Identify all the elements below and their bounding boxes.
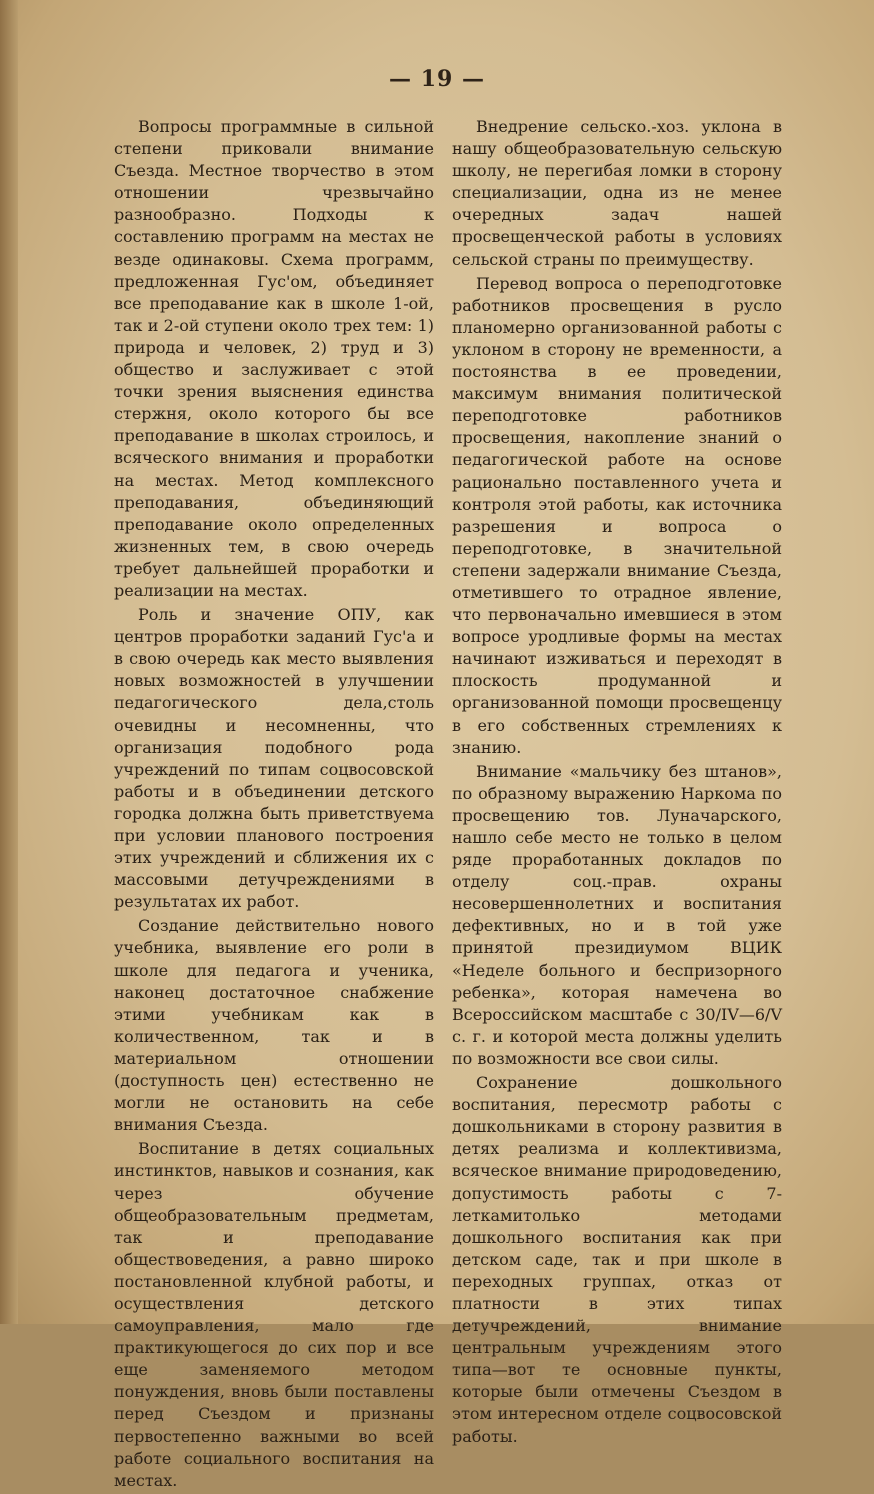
paragraph: Воспитание в детях социальных инстинктов, навыков и сознания, как через обучение общеобразовательным предметам, так и преподавание обществоведения, а равно широко постановленной клубной работы, и осуществления детского самоуправления, мало где практикующегося до сих пор и все еще заменяемого методом понуждения, вновь были поставлены перед Съездом и признаны первостепенно важными во всей работе социального воспитания на местах. [114, 1139, 434, 1490]
paragraph: Роль и значение ОПУ, как центров проработки заданий Гус'а и в свою очередь как место выявления новых возможностей в улучшении педагогического дела,столь очевидны и несомненны, что организация подобного рода учреждений по типам соцвосовской работы и в объединении детского городка должна быть приветствуема при условии планового построения этих учреждений и сближения их с массовыми детучреждениями в результатах их работ. [114, 605, 434, 912]
paragraph: Создание действительно нового учебника, выявление его роли в школе для педагога и ученика, наконец достаточное снабжение этими учебникам как в количественном, так и в материальном отношении (доступность цен) естественно не могли не остановить на себе внимания Съезда. [114, 916, 434, 1135]
paragraph: Внимание «мальчику без штанов», по образному выражению Наркома по просвещению тов. Луначарского, нашло себе место не только в целом ряде проработанных докладов по отделу соц.-прав. охраны несовершеннолетних и воспитания дефективных, но и в той уже принятой президиумом ВЦИК «Неделе больного и беспризорного ребенка», которая намечена во Всероссийском масштабе с 30/IV—6/V с. г. и которой места должны уделить по возможности все свои силы. [452, 761, 782, 1068]
paragraph: Вопросы программные в сильной степени приковали внимание Съезда. Местное творчество в этом отношении чрезвычайно разнообразно. Подходы к составлению программ на местах не везде одинаковы. Схема программ, предложенная Гус'ом, объединяет все преподавание как в школе 1-ой, так и 2-ой ступени около трех тем: 1) природа и человек, 2) труд и 3) общество и заслуживает с этой точки зрения выяснения единства стержня, около которого бы все преподавание в школах строилось, и всяческого внимания и проработки на местах. Метод комплексного преподавания, объединяющий преподавание около определенных жизненных тем, в свою очередь требует дальнейшей проработки и реализации на местах. [114, 117, 434, 600]
page-edge-shadow [0, 0, 18, 1324]
paragraph: Сохранение дошкольного воспитания, пересмотр работы с дошкольниками в сторону развития в детях реализма и коллективизма, всяческое внимание природоведению, допустимость работы с 7-леткамитолько методами дошкольного воспитания как при детском саде, так и при школе в переходных группах, отказ от платности в этих типах детучреждений, внимание центральным учреждениям этого типа—вот те основные пункты, которые были отмечены Съездом в этом интересном отделе соцвосовской работы. [452, 1073, 782, 1446]
paragraph: Перевод вопроса о переподготовке работников просвещения в русло планомерно организованной работы с уклоном в сторону не временности, а постоянства в ее проведении, максимум внимания политической переподготовке работников просвещения, накопление знаний о педагогической работе на основе рационально поставленного учета и контроля этой работы, как источника разрешения и вопроса о переподготовке, в значительной степени задержали внимание Съезда, отметившего то отрадное явление, что первоначально имевшиеся в этом вопросе уродливые формы на местах начинают изживаться и переходят в плоскость продуманной и организованной помощи просвещенцу в его собственных стремлениях к знанию. [452, 273, 782, 757]
paragraph: Внедрение сельско.-хоз. уклона в нашу общеобразовательную сельскую школу, не перегибая ломки в сторону специализации, одна из не менее очередных задач нашей просвещенческой работы в условиях сельской страны по преимуществу. [452, 117, 782, 269]
left-column [114, 116, 434, 1494]
right-column [452, 116, 782, 1450]
page-number: — 19 — [389, 66, 485, 92]
